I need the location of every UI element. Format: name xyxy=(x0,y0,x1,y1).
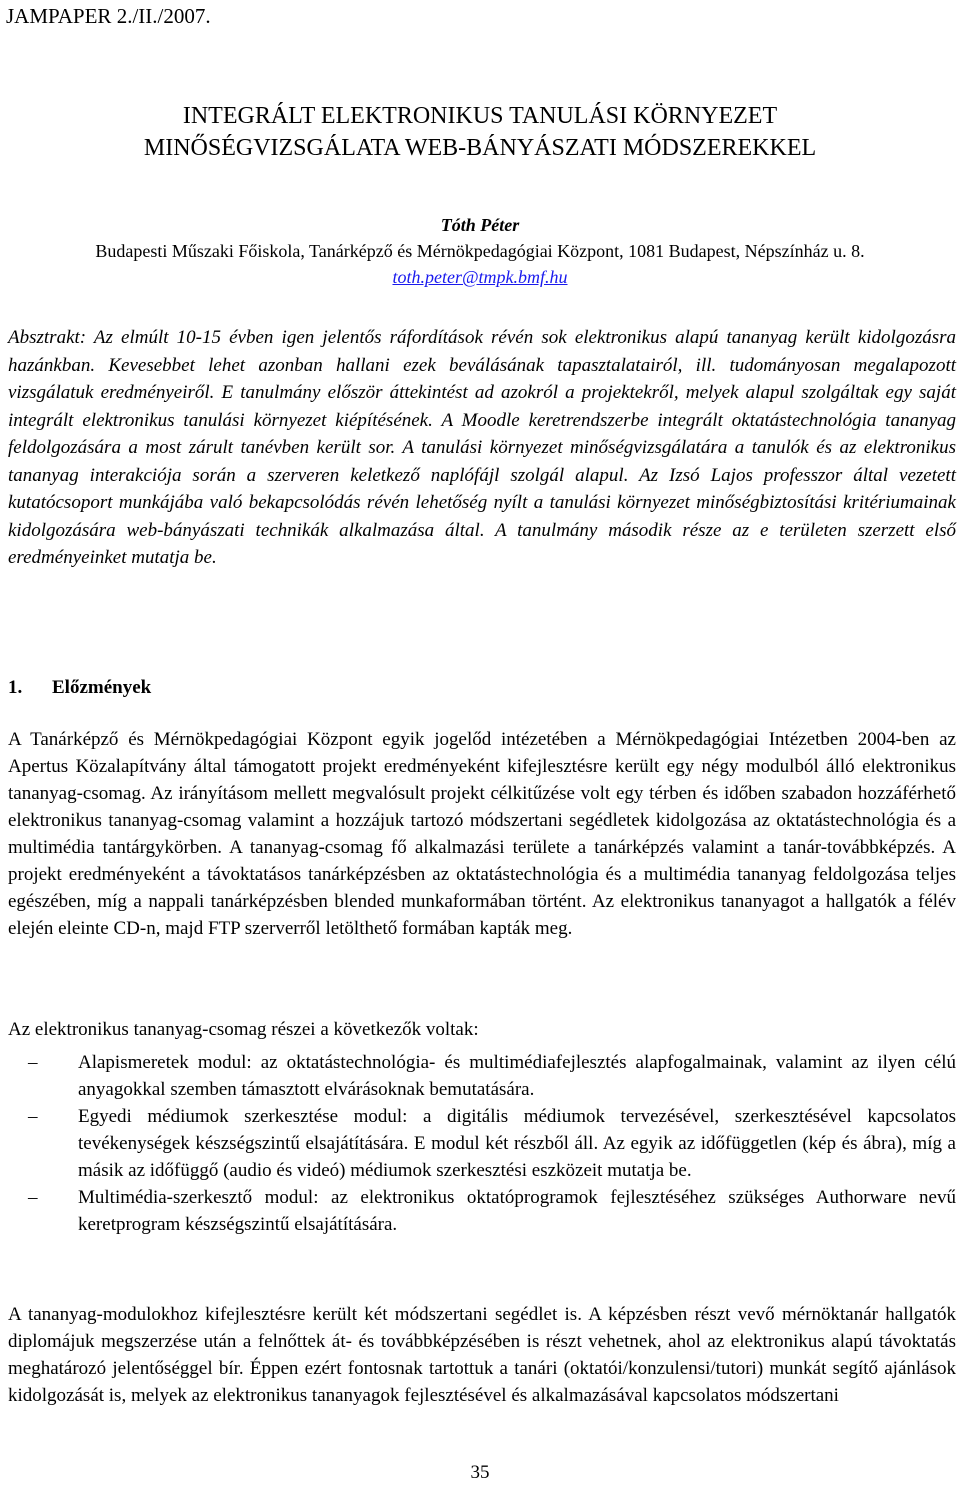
list-item-text: Egyedi médiumok szerkesztése modul: a digitális médiumok tervezésével, szerkesztésével kapcsolatos tevékenységek készségszintű elsajátítására. E modul két részből áll. Az egyik az időfüggetlen (kép és ábra), míg a másik az időfüggő (audio és videó) médiumok szerkesztési eszközeit mutatja be. xyxy=(78,1106,956,1181)
list-dash: – xyxy=(28,1187,38,1208)
list-dash: – xyxy=(28,1052,38,1073)
author-name: Tóth Péter xyxy=(440,215,520,235)
section-number: 1. xyxy=(8,677,23,698)
section-title: Előzmények xyxy=(52,677,152,698)
list-dash: – xyxy=(28,1106,38,1127)
page-number: 35 xyxy=(470,1462,490,1483)
abstract: Absztrakt: Az elmúlt 10-15 évben igen jelentős ráfordítások révén sok elektronikus alapú tananyag került kidolgozásra hazánkban. Kevesebbet lehet azonban hallani ezek beválásának tapasztalatairól, ill. tudományosan megalapozott vizsgálatuk eredményeiről. E tanulmány először áttekintést ad azokról a projektekről, melyek alapul szolgáltak egy saját integrált elektronikus tanulási környezet kiépítésének. A Moodle keretrendszerbe integrált oktatástechnológia tananyag feldolgozására a most zárult tanévben került sor. A tanulási környezet minőségvizsgálatára a tanulók és az elektronikus tananyag interakciója során a szerveren keletkező naplófájl szolgál alapul. Az Izsó Lajos professzor által vezetett kutatócsoport munkájába való bekapcsolódás révén lehetőség nyílt a tanulási környezet minőségbiztosítási kritériumainak kidolgozására web-bányászati technikák alkalmazása által. A tanulmány második része az e területen szerzett első eredményeinket mutatja be. xyxy=(8,327,956,568)
running-head: JAMPAPER 2./II./2007. xyxy=(6,4,211,28)
title-line-1: INTEGRÁLT ELEKTRONIKUS TANULÁSI KÖRNYEZET xyxy=(182,103,778,129)
paper-title xyxy=(0,100,960,164)
author-email-link[interactable]: toth.peter@tmpk.bmf.hu xyxy=(392,267,568,287)
paragraph: A Tanárképző és Mérnökpedagógiai Központ egyik jogelőd intézetében a Mérnökpedagógiai Intézetben 2004-ben az Apertus Közalapítvány által támogatott projekt eredményeként kifejlesztésre került egy négy modulból álló elektronikus tananyag-csomag. Az irányításom mellett megvalósult projekt célkitűzése volt egy térben és időben szabadon hozzáférhető elektronikus tananyag-csomag valamint a hozzájuk tartozó módszertani segédletek kidolgozása az oktatástechnológia és a multimédia tantárgykörben. A tananyag-csomag fő alkalmazási területe a tanárképzés valamint a tanár-továbbképzés. A projekt eredményeként a távoktatásos tanárképzésben az oktatástechnológia és a multimédia tananyag feldolgozása teljes egészében, míg a nappali tanárképzésben blended munkaformában történt. Az elektronikus tananyagot a hallgatók a félév elején eleinte CD-n, majd FTP szerverről letölthető formában kapták meg. xyxy=(8,729,956,939)
list-item-text: Alapismeretek modul: az oktatástechnológia- és multimédiafejlesztés alapfogalmainak, valamint az ilyen célú anyagokkal szemben támasztott elvárásoknak bemutatására. xyxy=(78,1052,956,1100)
list-item-text: Multimédia-szerkesztő modul: az elektronikus oktatóprogramok fejlesztéséhez szükséges Authorware nevű keretprogram készségszintű elsajátítására. xyxy=(78,1187,956,1235)
author-email xyxy=(0,266,960,288)
paragraph: A tananyag-modulokhoz kifejlesztésre került két módszertani segédlet is. A képzésben részt vevő mérnöktanár hallgatók diplomájuk megszerzése után a felnőttek át- és továbbképzésében is részt vehetnek, ahol az elektronikus alapú távoktatás meghatározó jelentőséggel bír. Éppen ezért fontosnak tartottuk a tanári (oktatói/konzulensi/tutori) munkát segítő ajánlások kidolgozását is, melyek az elektronikus tananyagok fejlesztésével és alkalmazásával kapcsolatos módszertani xyxy=(8,1304,956,1406)
title-line-2: MINŐSÉGVIZSGÁLATA WEB-BÁNYÁSZATI MÓDSZEREKKEL xyxy=(143,135,817,161)
module-list xyxy=(8,1049,956,1238)
section-heading xyxy=(8,676,151,700)
paragraph: Az elektronikus tananyag-csomag részei a következők voltak: xyxy=(8,1019,479,1040)
list-item xyxy=(8,1049,956,1103)
author-affiliation: Budapesti Műszaki Főiskola, Tanárképző és Mérnökpedagógiai Központ, 1081 Budapest, Népszínház u. 8. xyxy=(95,241,865,261)
list-item xyxy=(8,1103,956,1184)
list-item xyxy=(8,1184,956,1238)
